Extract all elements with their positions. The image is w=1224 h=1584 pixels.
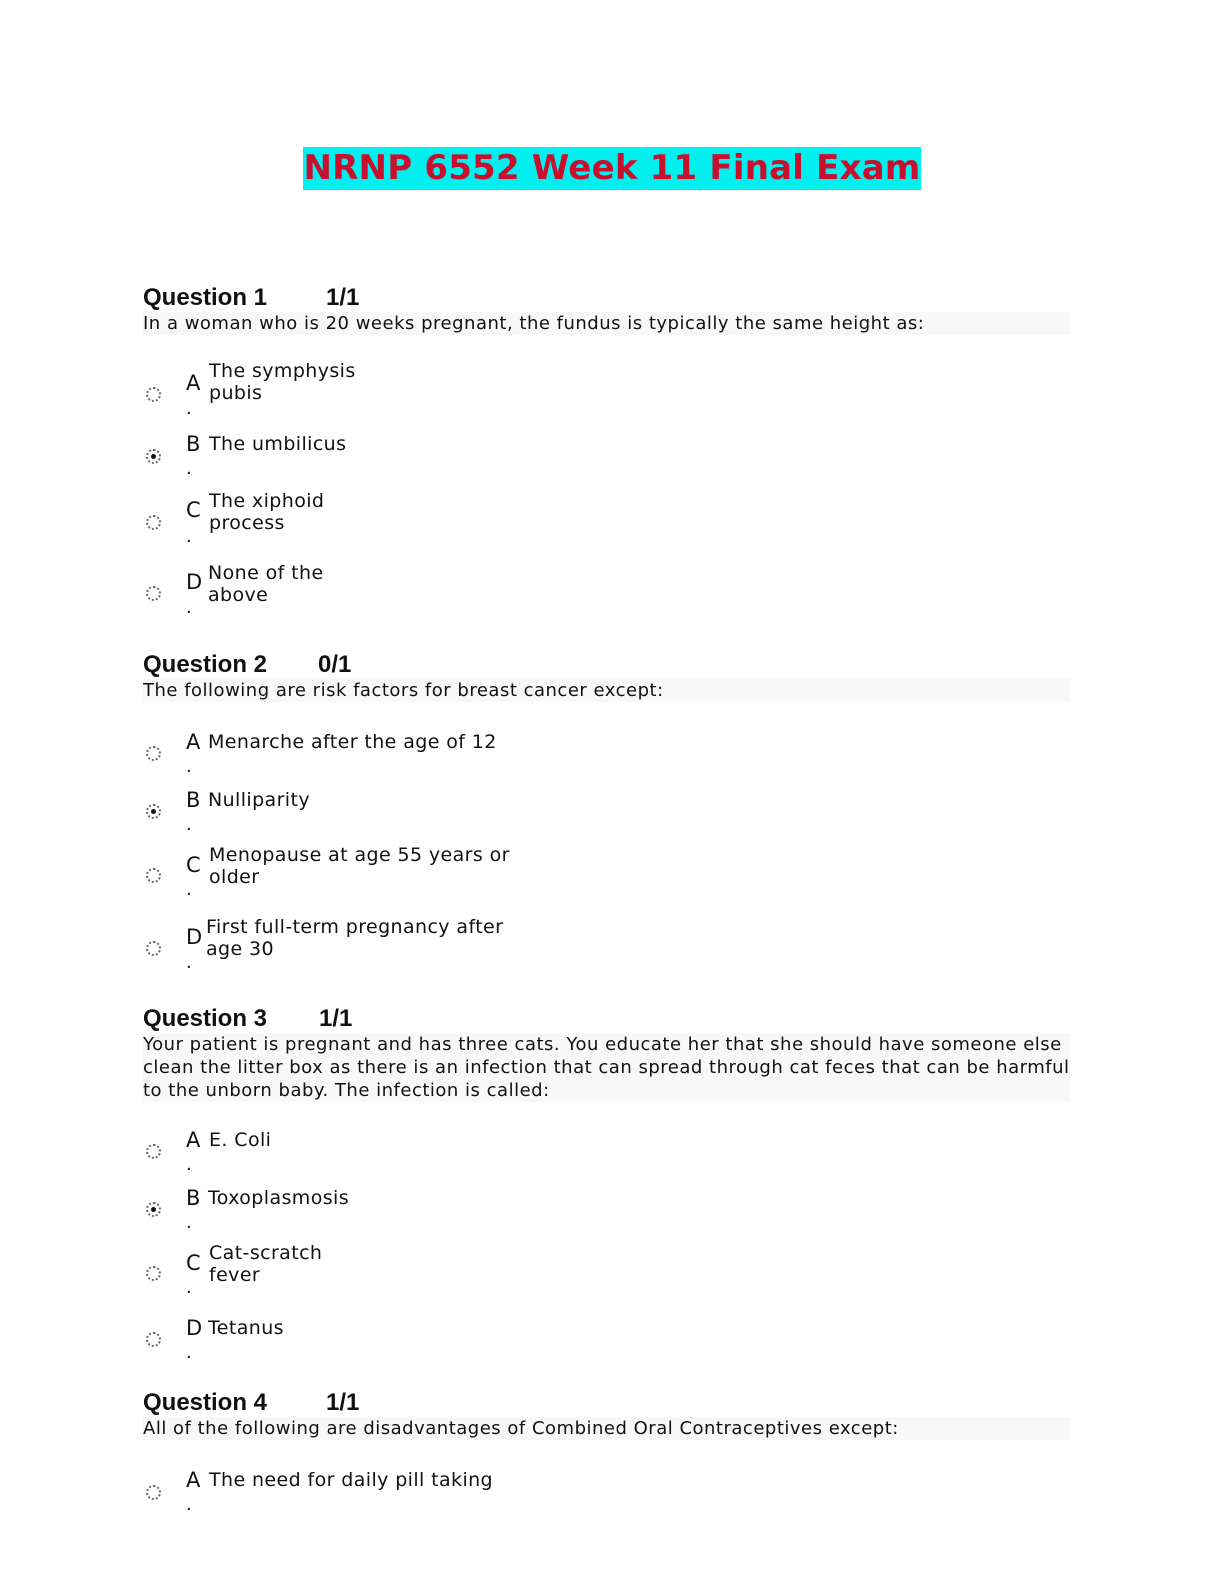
question-block bbox=[143, 651, 1070, 974]
option-text: Menopause at age 55 years or older bbox=[209, 844, 510, 888]
question-label: Question 4 bbox=[143, 1389, 268, 1416]
option-text: The need for daily pill taking bbox=[209, 1469, 494, 1491]
radio-unselected-icon[interactable] bbox=[146, 586, 161, 601]
option-letter: D bbox=[186, 1316, 203, 1340]
option-letter: C bbox=[186, 853, 201, 877]
option-dot: . bbox=[186, 597, 192, 618]
option-letter: A bbox=[186, 730, 201, 754]
radio-selected-icon[interactable] bbox=[146, 1202, 161, 1217]
answer-option[interactable] bbox=[143, 360, 1070, 432]
option-dot: . bbox=[186, 1277, 192, 1298]
option-text: E. Coli bbox=[209, 1129, 272, 1151]
radio-selected-icon[interactable] bbox=[146, 804, 161, 819]
question-header bbox=[143, 1389, 1070, 1417]
question-label: Question 3 bbox=[143, 1005, 268, 1032]
answer-option[interactable] bbox=[143, 1128, 1070, 1186]
option-letter: A bbox=[186, 1468, 201, 1492]
question-text: Your patient is pregnant and has three cats. You educate her that she should have someone else clean the litter box as there is an infection that can spread through cat feces that can be harmful to the unborn baby. The infection is called: bbox=[143, 1034, 1070, 1101]
question-score: 1/1 bbox=[319, 1005, 353, 1032]
answer-option[interactable] bbox=[143, 730, 1070, 788]
option-text: Menarche after the age of 12 bbox=[208, 731, 497, 753]
question-text: In a woman who is 20 weeks pregnant, the fundus is typically the same height as: bbox=[143, 312, 1070, 335]
radio-unselected-icon[interactable] bbox=[146, 1266, 161, 1281]
option-dot: . bbox=[186, 526, 192, 547]
option-letter: B bbox=[186, 1186, 201, 1210]
answer-option[interactable] bbox=[143, 562, 1070, 620]
option-letter: A bbox=[186, 371, 201, 395]
radio-unselected-icon[interactable] bbox=[146, 515, 161, 530]
question-header bbox=[143, 1005, 1070, 1033]
question-label: Question 1 bbox=[143, 284, 268, 311]
option-dot: . bbox=[186, 952, 192, 973]
option-dot: . bbox=[186, 1212, 192, 1233]
option-dot: . bbox=[186, 1494, 192, 1515]
radio-unselected-icon[interactable] bbox=[146, 1144, 161, 1159]
option-letter: B bbox=[186, 788, 201, 812]
option-dot: . bbox=[186, 814, 192, 835]
radio-selected-icon[interactable] bbox=[146, 449, 161, 464]
option-text: The symphysis pubis bbox=[209, 360, 356, 404]
question-block bbox=[143, 284, 1070, 620]
option-dot: . bbox=[186, 1154, 192, 1175]
option-letter: D bbox=[186, 925, 203, 949]
option-letter: D bbox=[186, 570, 203, 594]
answer-option[interactable] bbox=[143, 490, 1070, 562]
radio-unselected-icon[interactable] bbox=[146, 387, 161, 402]
answer-option[interactable] bbox=[143, 1242, 1070, 1316]
option-letter: C bbox=[186, 498, 201, 522]
question-score: 1/1 bbox=[326, 1389, 360, 1416]
answer-option[interactable] bbox=[143, 916, 1070, 974]
question-block bbox=[143, 1389, 1070, 1526]
answer-option[interactable] bbox=[143, 1316, 1070, 1372]
radio-unselected-icon[interactable] bbox=[146, 1332, 161, 1347]
question-header bbox=[143, 284, 1070, 312]
option-text: None of the above bbox=[208, 562, 324, 606]
answer-option[interactable] bbox=[143, 1468, 1070, 1526]
question-header bbox=[143, 651, 1070, 679]
option-dot: . bbox=[186, 1342, 192, 1363]
answer-option[interactable] bbox=[143, 788, 1070, 844]
question-block bbox=[143, 1005, 1070, 1372]
radio-unselected-icon[interactable] bbox=[146, 941, 161, 956]
option-dot: . bbox=[186, 458, 192, 479]
radio-unselected-icon[interactable] bbox=[146, 746, 161, 761]
option-text: First full-term pregnancy after age 30 bbox=[206, 916, 504, 960]
option-text: The umbilicus bbox=[209, 433, 347, 455]
question-text: All of the following are disadvantages of Combined Oral Contraceptives except: bbox=[143, 1417, 1070, 1440]
option-letter: C bbox=[186, 1251, 201, 1275]
answer-option[interactable] bbox=[143, 1186, 1070, 1242]
question-label: Question 2 bbox=[143, 651, 268, 678]
question-text: The following are risk factors for breast cancer except: bbox=[143, 679, 1070, 702]
option-text: Tetanus bbox=[208, 1317, 284, 1339]
option-letter: A bbox=[186, 1128, 201, 1152]
radio-unselected-icon[interactable] bbox=[146, 1485, 161, 1500]
option-dot: . bbox=[186, 879, 192, 900]
answer-option[interactable] bbox=[143, 844, 1070, 916]
page-title: NRNP 6552 Week 11 Final Exam bbox=[303, 148, 921, 188]
radio-unselected-icon[interactable] bbox=[146, 868, 161, 883]
question-score: 0/1 bbox=[318, 651, 352, 678]
option-dot: . bbox=[186, 398, 192, 419]
option-text: Cat-scratch fever bbox=[209, 1242, 323, 1286]
option-text: The xiphoid process bbox=[209, 490, 325, 534]
option-text: Nulliparity bbox=[208, 789, 310, 811]
question-score: 1/1 bbox=[326, 284, 360, 311]
option-letter: B bbox=[186, 432, 201, 456]
answer-option[interactable] bbox=[143, 432, 1070, 490]
option-dot: . bbox=[186, 756, 192, 777]
option-text: Toxoplasmosis bbox=[208, 1187, 349, 1209]
